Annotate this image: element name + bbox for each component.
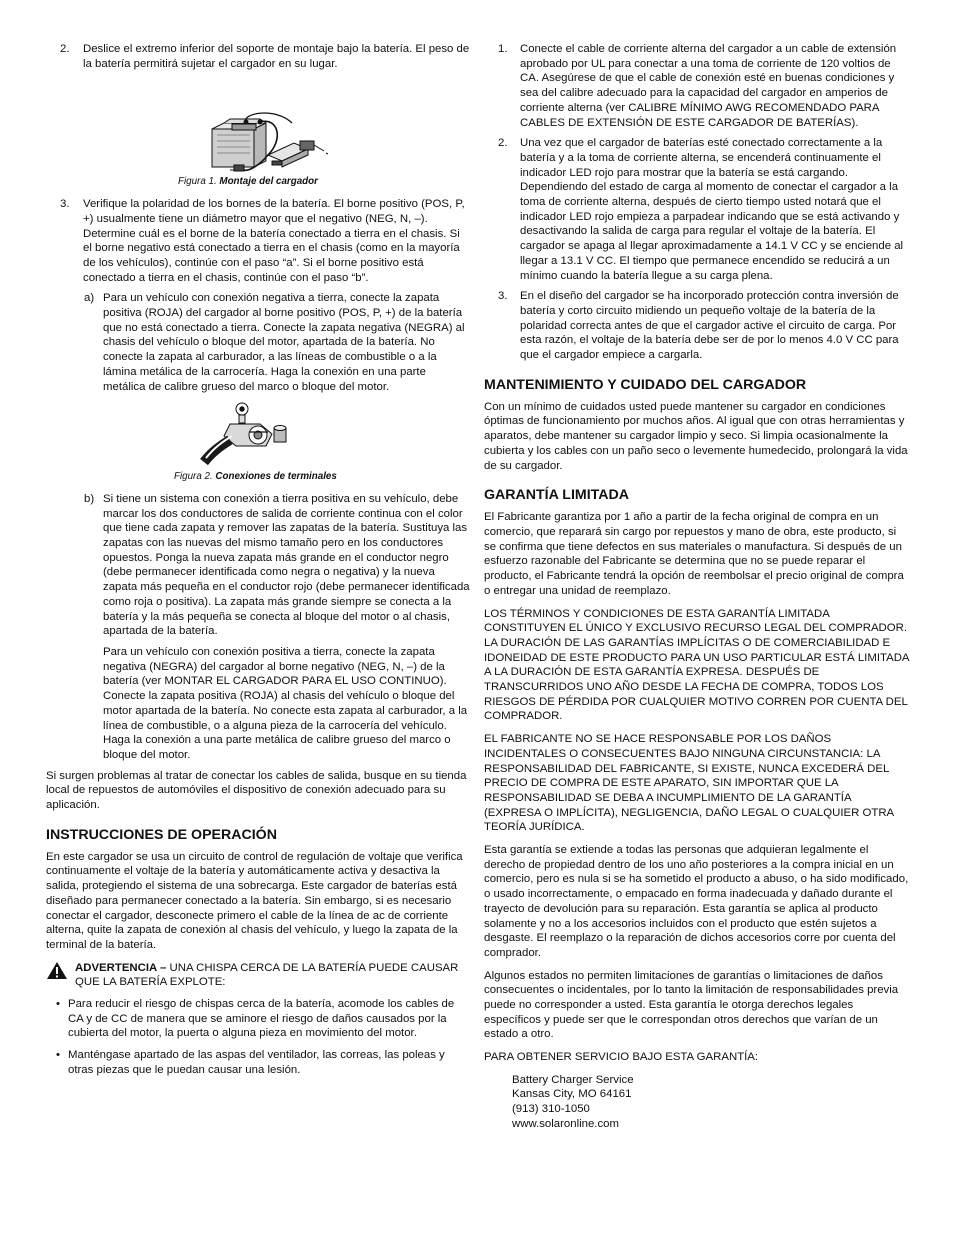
substep-text: Para un vehículo con conexión negativa a tierra, conecte la zapata positiva (ROJA) del cargador al borne positivo (POS, P, +) de la batería que no está conectado a tierra. Conecte la zapata negativa (NEGRA) al chasis del vehículo o bloque del motor, apartada de la batería. No conecte la zapata al carburador, a las líneas de combustible o a la lámina metálica de la carrocería. Haga la conexión en una parte metálica de calibre grueso del marco o bloque del motor.	[103, 292, 465, 393]
right-column	[484, 42, 910, 1131]
step-2	[46, 42, 470, 71]
warning-text: UNA CHISPA CERCA DE LA BATERÍA PUEDE CAUSAR QUE LA BATERÍA EXPLOTE:	[75, 961, 459, 989]
figure-2-title: Conexiones de terminales	[215, 471, 337, 483]
operation-heading: INSTRUCCIONES DE OPERACIÓN	[46, 826, 277, 843]
terminal-connection-illustration	[46, 400, 470, 470]
step-text: Verifique la polaridad de los bornes de la batería. El borne positivo (POS, P, +) usualmente tiene un diámetro mayor que el negativo (NEG, N, –). Determine cuál es el borne de la batería conectado a tierra en el chasis. Si el borne negativo está conectado a tierra en el chasis (como en la mayoría de los vehículos), continúe con el paso “a”. Si el borne positivo está conectado a tierra en el chasis, continúe con el paso “b”.	[83, 198, 465, 284]
step-text: Conecte el cable de corriente alterna del cargador a un cable de extensión aprobado por UL para conectar a una toma de corriente de 120 voltios de CA. Asegúrese de que el cable de conexión esté en buenas condiciones y sea del calibre adecuado para la capacidad del cargador en amperios de corriente alterna (ver CALIBRE MÍNIMO AWG RECOMENDADO PARA CABLES DE EXTENSIÓN DE ESTE CARGADOR DE BATERÍAS).	[520, 43, 897, 129]
figure-1-caption	[46, 175, 470, 190]
warning-block	[46, 961, 470, 990]
service-label: PARA OBTENER SERVICIO BAJO ESTA GARANTÍA:	[484, 1051, 759, 1064]
warranty-paragraph-5: Algunos estados no permiten limitaciones de garantías o limitaciones de daños consecuentes o incidentales, por lo tanto la limitación de responsabilidades previa puede no corresponder a usted. Esta garantía le otorga derechos legales específicos y puede ser que le correspondan otros derechos que varían de un estado a otro.	[484, 969, 899, 1041]
step-3a	[46, 291, 470, 394]
warranty-paragraph-3: EL FABRICANTE NO SE HACE RESPONSABLE POR LOS DAÑOS INCIDENTALES O CONSECUENTES BAJO NINGUNA CIRCUNSTANCIA: LA RESPONSABILIDAD DEL FABRICANTE, SI EXISTE, NUNCA EXCEDERÁ DEL PRECIO DE COMPRA DE ESTE APARATO, SIN IMPORTAR QUE LA RESPONSABILIDAD SE DEBA A INCUMPLIMIENTO DE LA GARANTÍA (EXPRESA O IMPLÍCITA), NEGLIGENCIA, DAÑO LEGAL O CUALQUIER OTRA TEORÍA JURÍDICA.	[484, 733, 894, 834]
bullet-icon: •	[56, 1049, 60, 1062]
figure-2-caption	[46, 470, 470, 485]
warning-label: ADVERTENCIA –	[75, 961, 167, 974]
step-text: Una vez que el cargador de baterías esté conectado correctamente a la batería y a la toma de corriente alterna, se encenderá continuamente el indicador LED rojo para mostrar que la batería se está cargando. Dependiendo del estado de carga al momento de conectar el cargador a la toma de corriente alterna, después de cierto tiempo usted notará que el indicador LED rojo empieza a parpadear indicando que se está activando y desactivando la salida de carga para regular el voltaje de la batería. El cargador se apaga al llegar aproximadamente a 14.1 V CC y se enciende al llegar a 13.1 V CC. El tiempo que permanece encendido se reducirá a un mínimo cuando la batería llegue a su carga plena.	[520, 137, 904, 282]
figure-1	[46, 77, 470, 175]
step-number: 1.	[498, 43, 508, 55]
step-text: En el diseño del cargador se ha incorporado protección contra inversión de batería y corto circuito midiendo un pequeño voltaje de la batería de la polaridad correcta antes de que el cargador active el circuito de carga. Por esta razón, el voltaje de la batería debe ser de por lo menos 4.0 V CC para que el cargador empiece a cargarla.	[520, 290, 899, 362]
step-3	[46, 197, 470, 285]
service-city: Kansas City, MO 64161	[512, 1088, 632, 1101]
problems-paragraph: Si surgen problemas al tratar de conectar los cables de salida, busque en su tienda local de repuestos de automóviles el dispositivo de conexión adecuado para su aplicación.	[46, 769, 467, 812]
figure-1-prefix: Figura 1.	[178, 176, 217, 188]
operation-step-2	[484, 136, 910, 283]
figure-2	[46, 400, 470, 470]
step-number: 3.	[498, 290, 508, 303]
warranty-paragraph-2: LOS TÉRMINOS Y CONDICIONES DE ESTA GARANTÍA LIMITADA CONSTITUYEN EL ÚNICO Y EXCLUSIVO RECURSO LEGAL DEL COMPRADOR. LA DURACIÓN DE LAS GARANTÍAS IMPLÍCITAS O DE COMERCIABILIDAD E IDONEIDAD DE ESTE PRODUCTO PARA UN USO PARTICULAR ESTÁ LIMITADA A LA DURACIÓN DE ESTA GARANTÍA EXPRESA. DESPUÉS DE TRANSCURRIDOS UNO AÑO DESDE LA FECHA DE COMPRA, TODOS LOS RIESGOS DE PÉRDIDA POR CUALQUIER MOTIVO CORREN POR CUENTA DEL COMPRADOR.	[484, 607, 909, 723]
warning-icon	[46, 961, 68, 985]
step-number: 2.	[498, 137, 508, 150]
bullet-text: Manténgase apartado de las aspas del ventilador, las correas, las poleas y otras piezas que le puedan causar una lesión.	[68, 1049, 445, 1076]
service-phone: (913) 310-1050	[512, 1103, 590, 1116]
charger-mounting-illustration	[46, 77, 470, 175]
figure-1-title: Montaje del cargador	[219, 176, 318, 188]
substep-letter: a)	[84, 292, 95, 305]
maintenance-text: Con un mínimo de cuidados usted puede mantener su cargador en condiciones óptimas de funcionamiento por muchos años. Al igual que con otras herramientas y aparatos, debe mantener su cargador limpio y seco. Si limpia ocasionalmente la cubierta y los cables con un paño seco o levemente humedecido, prolongará la vida de su cargador.	[484, 400, 908, 472]
step-3b-extra: Para un vehículo con conexión positiva a tierra, conecte la zapata negativa (NEGRA) del cargador al borne negativo (NEG, N, –) de la batería (ver MONTAR EL CARGADOR PARA EL USO CONTINUO). Conecte la zapata positiva (ROJA) al chasis del vehículo o bloque del motor apartada de la batería. No conecte esta zapata al carburador, a la línea de combustible, o a alguna pieza de la carrocería del vehículo. Haga la conexión a una parte metálica de calibre grueso del marco o bloque del motor.	[103, 645, 468, 761]
step-3b	[46, 492, 470, 639]
warranty-paragraph-4: Esta garantía se extiende a todas las personas que adquieran legalmente el derecho de propiedad dentro de los uno año posteriores a la compra inicial en un comercio, pero es nula si se ha sometido el producto a abuso, o ha sido modificado, o usado incorrectamente, o empacado en forma inadecuada y dañado durante el trayecto de devolución para su reparación. Esta garantía se aplica al producto solamente y no a los accesorios incluidos con el producto que estén sujetos a desgaste. El reemplazo o la reparación de dichos accesorios corre por cuenta del comprador.	[484, 844, 909, 959]
service-address	[484, 1073, 910, 1131]
figure-2-prefix: Figura 2.	[174, 471, 213, 483]
operation-step-3	[484, 289, 910, 363]
warranty-heading: GARANTÍA LIMITADA	[484, 487, 630, 504]
step-number: 3.	[60, 198, 70, 211]
substep-letter: b)	[84, 492, 95, 505]
bullet-icon: •	[56, 998, 60, 1011]
warranty-paragraph-1: El Fabricante garantiza por 1 año a partir de la fecha original de compra en un comercio, que reparará sin cargo por repuestos y mano de obra, este producto, si se confirma que tiene defectos en sus materiales o manufactura. Si después de un esfuerzo razonable del Fabricante se determina que no se puede reparar el producto, el Fabricante tendrá la opción de reembolsar el precio original de compra o entregar una unidad de reemplazo.	[484, 511, 904, 597]
bullet-text: Para reducir el riesgo de chispas cerca de la batería, acomode los cables de CA y de CC de manera que se aminore el riesgo de daños causados por la cubierta del motor, la puerta o alguna pieza en movimiento del motor.	[68, 998, 455, 1040]
service-name: Battery Charger Service	[512, 1073, 634, 1086]
operation-step-1	[484, 42, 910, 130]
service-website: www.solaronline.com	[512, 1117, 619, 1130]
step-number: 2.	[60, 43, 70, 55]
list-item	[46, 997, 470, 1041]
step-text: Deslice el extremo inferior del soporte de montaje bajo la batería. El peso de la batería permitirá sujetar el cargador en su lugar.	[83, 43, 470, 70]
operation-intro: En este cargador se usa un circuito de control de regulación de voltaje que verifica continuamente el voltaje de la batería y automáticamente activa y desactiva la salida, protegiendo el sistema de una sobrecarga. Este cargador de baterías está diseñado para permanecer conectado a la batería. Sin embargo, si es necesario conectar el cargador, desconecte primero el cable de la línea de ac de corriente alterna, quite la zapata de conexión al chasis del vehículo, y luego la zapata de la terminal de la batería.	[46, 850, 463, 951]
substep-text: Si tiene un sistema con conexión a tierra positiva en su vehículo, debe marcar los dos conductores de salida de corriente continua con el color que tiene cada zapata y remover las zapatas de la batería. Sustituya las zapatas con las nuevas del mismo tamaño pero en los conductores opuestos. Ponga la nueva zapata más grande en el conductor negro (debe permanecer identificada como negra o negativa) y la nueva zapata más pequeña en el conductor rojo (debe permanecer identificada como roja o positiva). La zapata más grande siempre se conecta a la batería y la más pequeña se conecta al bloque del motor o al chasis, apartada de la batería.	[103, 492, 470, 638]
maintenance-heading: MANTENIMIENTO Y CUIDADO DEL CARGADOR	[484, 376, 807, 393]
list-item	[46, 1048, 470, 1077]
left-column	[46, 42, 470, 1085]
